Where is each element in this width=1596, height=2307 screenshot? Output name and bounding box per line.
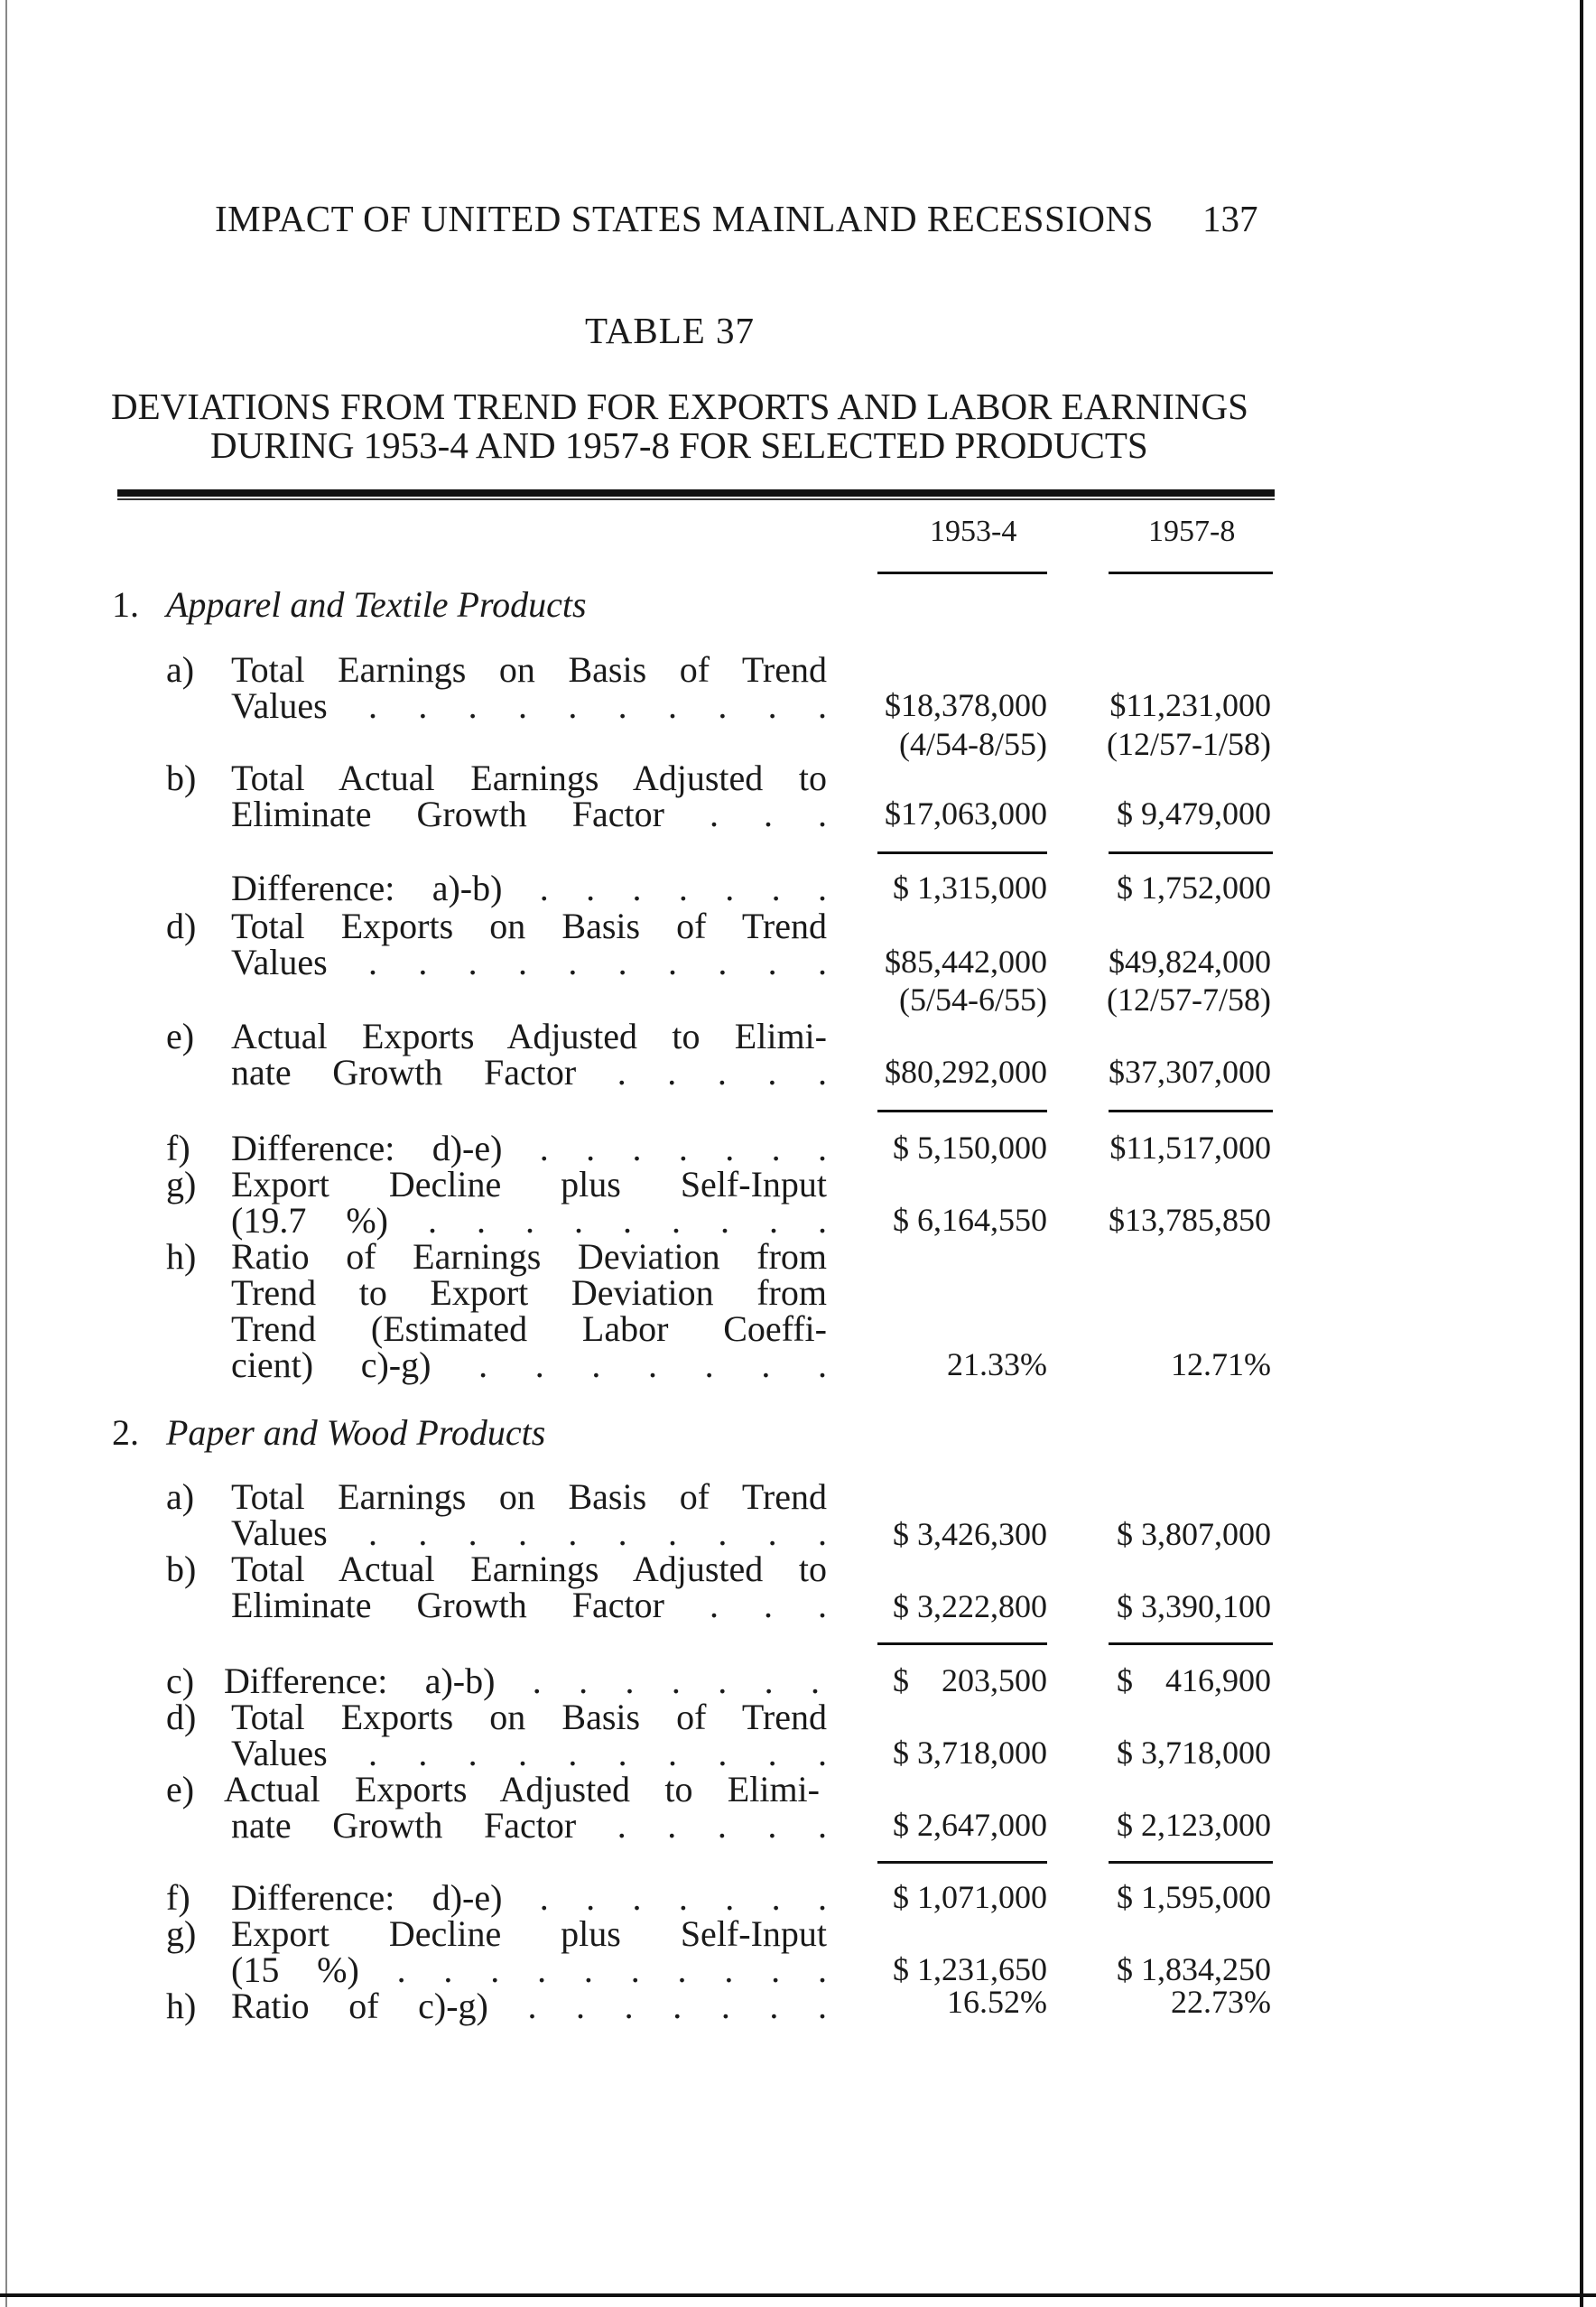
column-header-1957-8: 1957-8	[1148, 515, 1236, 548]
row-letter: b)	[166, 758, 197, 798]
row-description: Total Earnings on Basis of Trend	[231, 649, 827, 690]
s1-c-value-1953: $ 1,315,000	[893, 870, 1047, 906]
s1-f-value-1957: $11,517,000	[1109, 1130, 1271, 1166]
row-letter: e)	[166, 1016, 195, 1056]
s1-h-value-1957: 12.71%	[1171, 1346, 1271, 1382]
row-letter: d)	[166, 906, 197, 946]
row-letter: d)	[166, 1697, 197, 1737]
section-1-title: Apparel and Textile Products	[166, 584, 587, 625]
scan-edge-bottom	[0, 2293, 1596, 2297]
row-letter: b)	[166, 1549, 197, 1589]
s1-g-value-1957: $13,785,850	[1109, 1202, 1271, 1238]
s1-a-value-1957: $11,231,000	[1109, 687, 1271, 723]
scan-edge-left	[5, 0, 7, 2307]
column-header-rule-1	[877, 572, 1047, 574]
s1-d-period-1957: (12/57-7/58)	[1107, 981, 1271, 1018]
row-description: Actual Exports Adjusted to Elimi-	[231, 1016, 827, 1056]
s2-f-value-1953: $ 1,071,000	[893, 1879, 1047, 1915]
row-description: Total Exports on Basis of Trend	[231, 906, 827, 946]
row-description: Eliminate Growth Factor . . .	[231, 1585, 827, 1625]
table-title-line-1: DEVIATIONS FROM TREND FOR EXPORTS AND LABOR EARNINGS	[111, 386, 1248, 427]
row-description: Difference: d)-e) . . . . . . .	[231, 1877, 827, 1918]
section-2-title: Paper and Wood Products	[166, 1412, 546, 1453]
column-header-rule-2	[1109, 572, 1273, 574]
row-letter: h)	[166, 1236, 197, 1277]
s1-a-period-1953: (4/54-8/55)	[899, 726, 1047, 762]
s1-d-value-1953: $85,442,000	[885, 944, 1047, 980]
row-description: Values . . . . . . . . . .	[231, 685, 827, 726]
s2-a-value-1953: $ 3,426,300	[893, 1516, 1047, 1552]
row-description: Values . . . . . . . . . .	[231, 1733, 827, 1773]
row-description: Total Actual Earnings Adjusted to	[231, 758, 827, 798]
s1-b-value-1953: $17,063,000	[885, 795, 1047, 832]
row-letter: c)	[166, 1660, 195, 1701]
s2-sum-rule-1	[877, 1642, 1047, 1645]
row-description: Difference: d)-e) . . . . . . .	[231, 1128, 827, 1168]
section-1-number: 1.	[112, 584, 139, 625]
s2-f-value-1957: $ 1,595,000	[1117, 1879, 1271, 1915]
row-description: Total Earnings on Basis of Trend	[231, 1476, 827, 1517]
s1-e-value-1953: $80,292,000	[885, 1054, 1047, 1090]
s1-e-value-1957: $37,307,000	[1109, 1054, 1271, 1090]
s1-d-period-1953: (5/54-6/55)	[899, 981, 1047, 1018]
s2-d-value-1957: $ 3,718,000	[1117, 1735, 1271, 1771]
table-title-line-2: DURING 1953-4 AND 1957-8 FOR SELECTED PRODUCTS	[210, 424, 1148, 466]
s1-sum-rule-4	[1109, 1110, 1273, 1112]
scan-edge-right	[1580, 0, 1583, 2307]
row-description: Ratio of Earnings Deviation from	[231, 1236, 827, 1277]
s1-b-value-1957: $ 9,479,000	[1117, 795, 1271, 832]
row-description: Trend to Export Deviation from	[231, 1272, 827, 1313]
row-description: (15 %) . . . . . . . . . .	[231, 1949, 827, 1990]
s2-d-value-1953: $ 3,718,000	[893, 1735, 1047, 1771]
row-description: Difference: a)-b) . . . . . . .	[224, 1660, 820, 1701]
section-2-number: 2.	[112, 1412, 139, 1453]
row-description: Ratio of c)-g) . . . . . . .	[231, 1986, 827, 2026]
row-description: (19.7 %) . . . . . . . . .	[231, 1200, 827, 1241]
row-description: Total Actual Earnings Adjusted to	[231, 1549, 827, 1589]
row-description: cient) c)-g) . . . . . . .	[231, 1344, 827, 1385]
s1-a-period-1957: (12/57-1/58)	[1107, 726, 1271, 762]
row-letter: a)	[166, 1476, 195, 1517]
row-letter: e)	[166, 1769, 195, 1809]
s2-c-value-1953: $ 203,500	[893, 1662, 1047, 1698]
s1-sum-rule-2	[1109, 851, 1273, 854]
s2-e-value-1953: $ 2,647,000	[893, 1807, 1047, 1843]
running-head: IMPACT OF UNITED STATES MAINLAND RECESSIONS	[215, 198, 1154, 239]
row-letter: f)	[166, 1877, 190, 1918]
s2-b-value-1957: $ 3,390,100	[1117, 1588, 1271, 1624]
row-description: Export Decline plus Self-Input	[231, 1913, 827, 1954]
s2-h-value-1953: 16.52%	[947, 1984, 1047, 2020]
s2-e-value-1957: $ 2,123,000	[1117, 1807, 1271, 1843]
row-description: Eliminate Growth Factor . . .	[231, 794, 827, 834]
table-top-rule	[117, 489, 1275, 497]
table-label: TABLE 37	[585, 310, 756, 351]
row-description: Values . . . . . . . . . .	[231, 1512, 827, 1553]
s1-g-value-1953: $ 6,164,550	[893, 1202, 1047, 1238]
row-description: Trend (Estimated Labor Coeffi-	[231, 1308, 827, 1349]
table-top-rule-thin	[117, 498, 1275, 500]
s1-sum-rule-3	[877, 1110, 1047, 1112]
s2-a-value-1957: $ 3,807,000	[1117, 1516, 1271, 1552]
s1-d-value-1957: $49,824,000	[1109, 944, 1271, 980]
section-1-heading	[112, 583, 587, 626]
row-description: nate Growth Factor . . . . .	[231, 1805, 827, 1846]
s2-g-value-1953: $ 1,231,650	[893, 1951, 1047, 1987]
row-description: nate Growth Factor . . . . .	[231, 1052, 827, 1093]
s1-f-value-1953: $ 5,150,000	[893, 1130, 1047, 1166]
row-description: Export Decline plus Self-Input	[231, 1164, 827, 1205]
row-description: Actual Exports Adjusted to Elimi-	[224, 1769, 820, 1809]
s1-sum-rule-1	[877, 851, 1047, 854]
s1-c-value-1957: $ 1,752,000	[1117, 870, 1271, 906]
s1-h-value-1953: 21.33%	[947, 1346, 1047, 1382]
s1-a-value-1953: $18,378,000	[885, 687, 1047, 723]
page-number: 137	[1202, 198, 1258, 239]
s2-b-value-1953: $ 3,222,800	[893, 1588, 1047, 1624]
row-letter: f)	[166, 1128, 190, 1168]
row-letter: h)	[166, 1986, 197, 2026]
row-letter: g)	[166, 1164, 197, 1205]
row-description: Values . . . . . . . . . .	[231, 942, 827, 982]
s2-g-value-1957: $ 1,834,250	[1117, 1951, 1271, 1987]
s2-sum-rule-3	[877, 1861, 1047, 1864]
s2-sum-rule-2	[1109, 1642, 1273, 1645]
s2-c-value-1957: $ 416,900	[1117, 1662, 1271, 1698]
row-description: Total Exports on Basis of Trend	[231, 1697, 827, 1737]
s2-sum-rule-4	[1109, 1861, 1273, 1864]
column-header-1953-4: 1953-4	[930, 515, 1017, 548]
s2-h-value-1957: 22.73%	[1171, 1984, 1271, 2020]
section-2-heading	[112, 1411, 545, 1454]
row-description: Difference: a)-b) . . . . . . .	[231, 868, 827, 908]
row-letter: g)	[166, 1913, 197, 1954]
row-letter: a)	[166, 649, 195, 690]
